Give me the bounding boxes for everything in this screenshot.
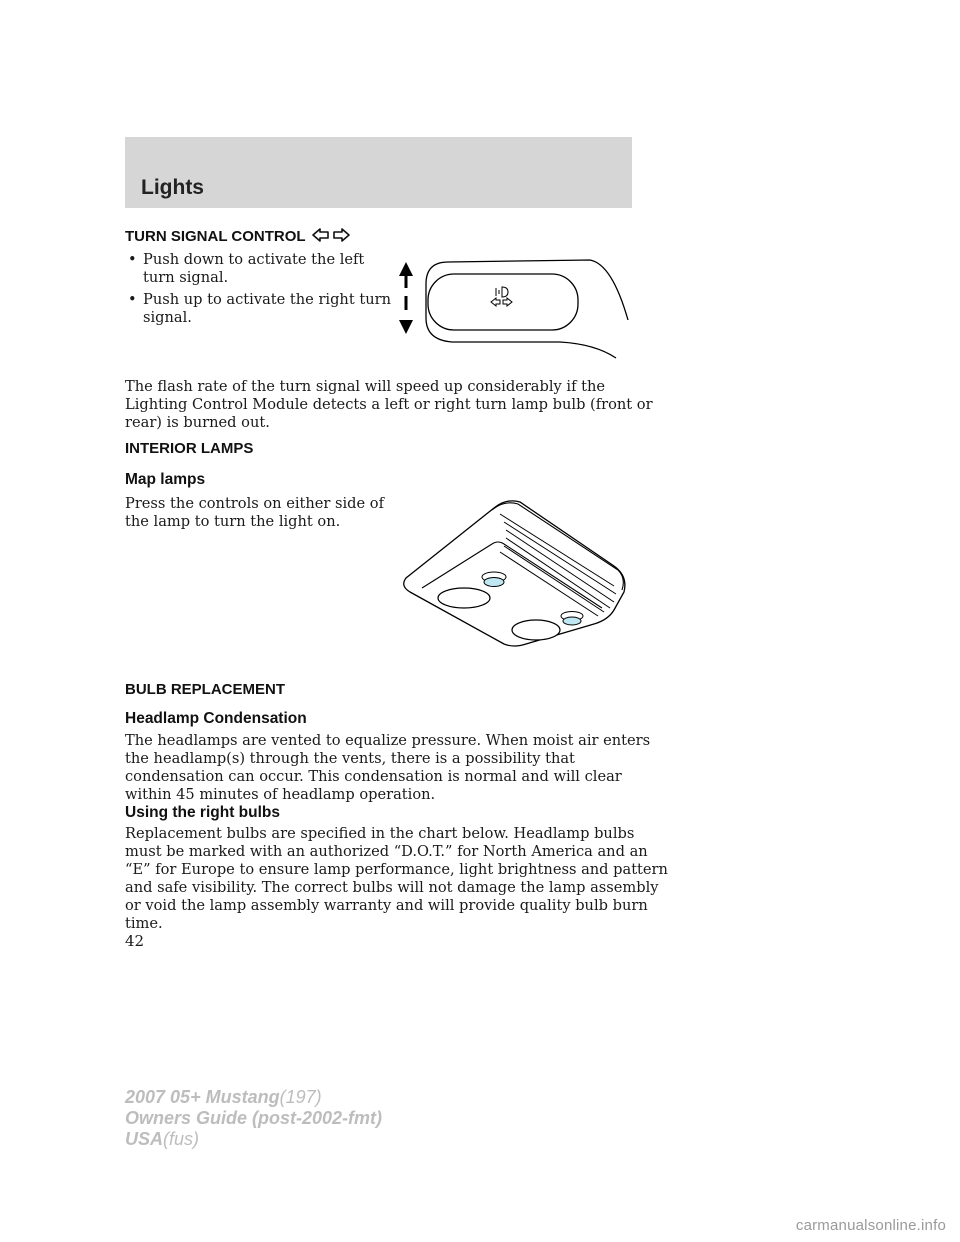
turn-signal-arrows-icon	[311, 227, 351, 243]
map-lamp-button-icon	[561, 612, 583, 626]
bullet-line: Push down to activate the left	[143, 251, 365, 268]
flash-rate-paragraph	[125, 378, 653, 432]
footer-line	[125, 1129, 382, 1150]
interior-lamps-heading: INTERIOR LAMPS	[125, 440, 254, 457]
map-lamps-subheading: Map lamps	[125, 471, 206, 488]
paragraph-line: The flash rate of the turn signal will speed up considerably if the	[125, 378, 606, 395]
bullet-dot: •	[128, 251, 137, 268]
turn-signal-stalk-illustration	[390, 252, 635, 360]
map-lamp-button-icon	[482, 572, 506, 587]
right-bulbs-subheading: Using the right bulbs	[125, 804, 280, 821]
page-number: 42	[125, 932, 145, 950]
map-lamps-paragraph	[125, 495, 384, 531]
footer-market: USA	[125, 1129, 164, 1149]
bulb-replacement-heading: BULB REPLACEMENT	[125, 681, 285, 698]
footer-model-code: (197)	[279, 1087, 322, 1107]
paragraph-line: and safe visibility. The correct bulbs will not damage the lamp assembly	[125, 879, 659, 896]
paragraph-line: the lamp to turn the light on.	[125, 513, 341, 530]
paragraph-line: “E” for Europe to ensure lamp performance, light brightness and pattern	[125, 861, 668, 878]
paragraph-line: condensation can occur. This condensation is normal and will clear	[125, 768, 622, 785]
paragraph-line: the headlamp(s) through the vents, there is a possibility that	[125, 750, 575, 767]
footer-model: 2007 05+ Mustang	[125, 1087, 280, 1107]
footer-line	[125, 1108, 382, 1129]
footer-guide-format: Owners Guide (post-2002-fmt)	[125, 1108, 383, 1128]
paragraph-line: time.	[125, 915, 163, 932]
paragraph-line: must be marked with an authorized “D.O.T.” for North America and an	[125, 843, 648, 860]
footer-market-code: (fus)	[163, 1129, 200, 1149]
paragraph-line: Lighting Control Module detects a left or right turn lamp bulb (front or	[125, 396, 653, 413]
paragraph-line: within 45 minutes of headlamp operation.	[125, 786, 436, 803]
section-title: Lights	[141, 176, 204, 199]
overhead-map-lamp-illustration	[396, 492, 636, 652]
paragraph-line: Press the controls on either side of	[125, 495, 384, 512]
condensation-paragraph	[125, 732, 650, 804]
bullet-item-right-turn	[128, 291, 391, 327]
bullet-dot: •	[128, 291, 137, 308]
headlamp-condensation-subheading: Headlamp Condensation	[125, 710, 307, 727]
paragraph-line: The headlamps are vented to equalize pressure. When moist air enters	[125, 732, 651, 749]
turn-signal-heading-text: TURN SIGNAL CONTROL	[125, 228, 306, 245]
bullet-item-left-turn	[128, 251, 365, 287]
turn-signal-heading	[125, 227, 351, 245]
headlamp-symbol-icon	[496, 287, 508, 297]
document-footer	[125, 1087, 382, 1150]
bullet-line: turn signal.	[143, 269, 229, 286]
paragraph-line: Replacement bulbs are specified in the chart below. Headlamp bulbs	[125, 825, 635, 842]
bullet-line: signal.	[143, 309, 192, 326]
footer-line	[125, 1087, 382, 1108]
paragraph-line: or void the lamp assembly warranty and will provide quality bulb burn	[125, 897, 648, 914]
watermark-link[interactable]: carmanualsonline.info	[795, 1217, 946, 1234]
bullet-line: Push up to activate the right turn	[143, 291, 391, 308]
right-bulbs-paragraph	[125, 825, 668, 933]
paragraph-line: rear) is burned out.	[125, 414, 270, 431]
small-turn-arrows-icon	[491, 298, 512, 306]
